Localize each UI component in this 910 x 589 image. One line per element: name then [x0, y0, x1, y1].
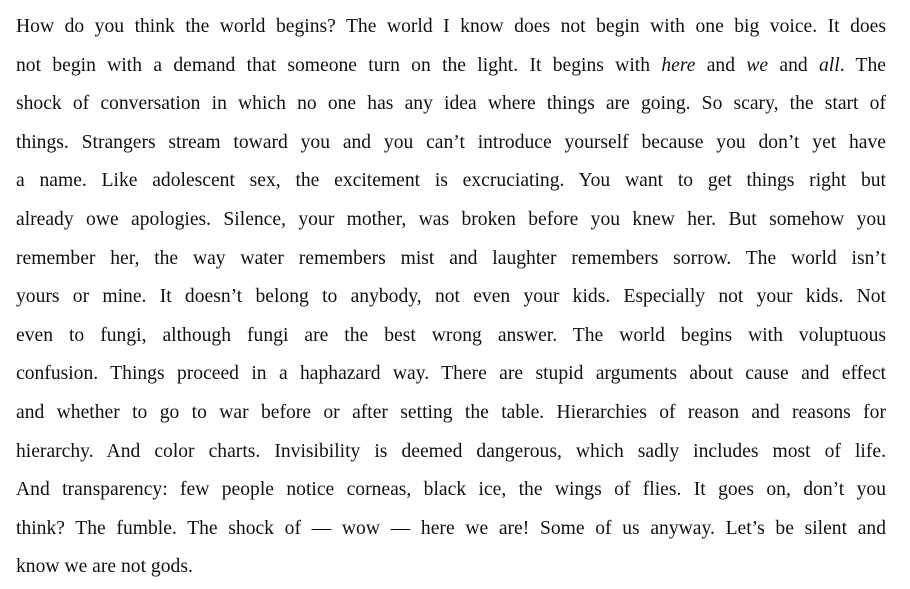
- text-line: [16, 548, 886, 587]
- text-segment: and whether to go to war before or after setting the table. Hierarchies of reason and reasons for: [16, 401, 886, 423]
- text-line: [16, 47, 886, 86]
- text-segment: know we are not gods.: [16, 556, 193, 578]
- text-line: [16, 510, 886, 549]
- text-line: [16, 355, 886, 394]
- text-segment: not begin with a demand that someone turn on the light. It begins with: [16, 54, 662, 76]
- emphasis-text: here: [661, 54, 696, 76]
- text-line: [16, 471, 886, 510]
- text-line: [16, 201, 886, 240]
- text-line: [16, 8, 886, 47]
- text-line: [16, 433, 886, 472]
- text-segment: remember her, the way water remembers mist and laughter remembers sorrow. The world isn’t: [16, 247, 886, 269]
- text-segment: things. Strangers stream toward you and you can’t introduce yourself because you don’t yet have: [16, 131, 886, 153]
- text-segment: already owe apologies. Silence, your mother, was broken before you knew her. But somehow you: [16, 208, 886, 230]
- text-line: [16, 124, 886, 163]
- text-line: [16, 85, 886, 124]
- text-line: [16, 278, 886, 317]
- text-segment: yours or mine. It doesn’t belong to anybody, not even your kids. Especially not your kids. Not: [16, 286, 886, 308]
- emphasis-text: all: [819, 54, 840, 76]
- text-line: [16, 240, 886, 279]
- text-segment: How do you think the world begins? The world I know does not begin with one big voice. It does: [16, 16, 886, 37]
- text-segment: even to fungi, although fungi are the best wrong answer. The world begins with voluptuous: [16, 324, 886, 346]
- text-line: [16, 317, 886, 356]
- document-text: [16, 8, 886, 587]
- text-segment: hierarchy. And color charts. Invisibility is deemed dangerous, which sadly includes most of life.: [16, 440, 886, 462]
- emphasis-text: we: [746, 54, 769, 76]
- text-segment: and: [695, 54, 747, 76]
- text-segment: shock of conversation in which no one has any idea where things are going. So scary, the start of: [16, 93, 886, 115]
- text-line: [16, 394, 886, 433]
- text-segment: . The: [839, 54, 887, 76]
- text-segment: think? The fumble. The shock of — wow — here we are! Some of us anyway. Let’s be silent and: [16, 517, 886, 539]
- text-segment: a name. Like adolescent sex, the excitement is excruciating. You want to get things right but: [16, 170, 886, 192]
- text-segment: confusion. Things proceed in a haphazard way. There are stupid arguments about cause and effect: [16, 363, 886, 385]
- text-line: [16, 162, 886, 201]
- text-segment: And transparency: few people notice corneas, black ice, the wings of flies. It goes on, don’t you: [16, 479, 886, 501]
- text-segment: and: [768, 54, 819, 76]
